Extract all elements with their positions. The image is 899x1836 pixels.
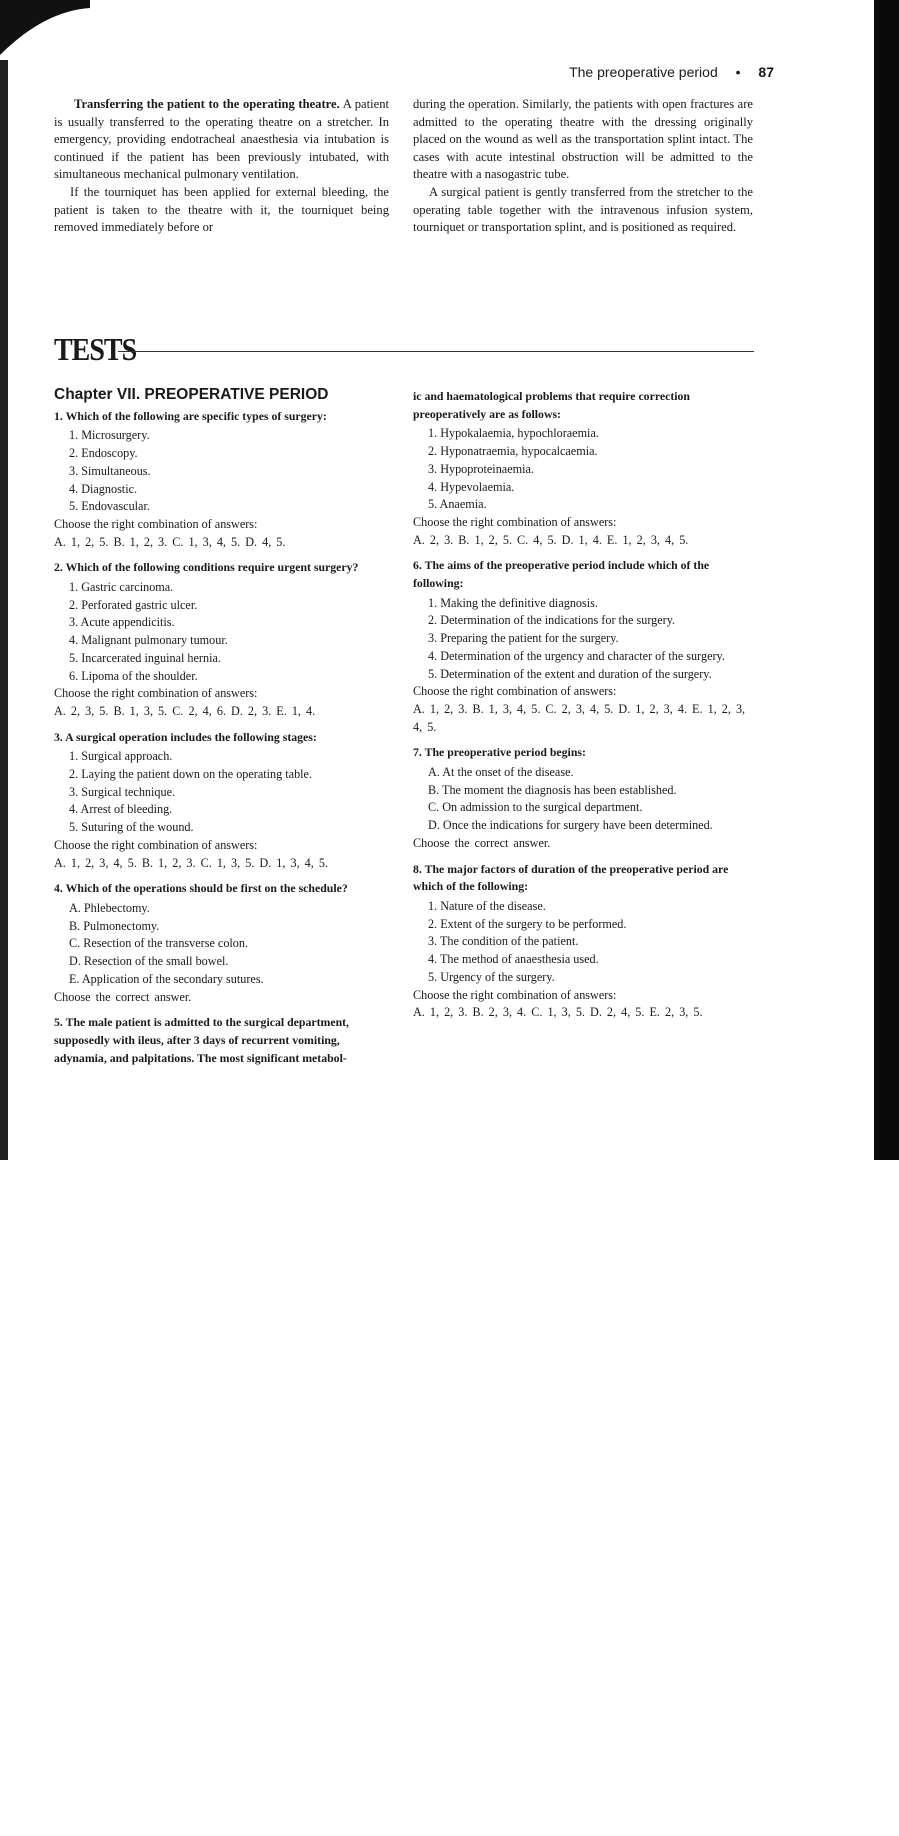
- page-number: 87: [758, 64, 774, 80]
- prose-left-column: [54, 96, 389, 237]
- option-item: 2. Determination of the indications for the surgery.: [428, 613, 676, 628]
- answer-combinations: A. 1, 2, 3. B. 1, 3, 4, 5. C. 2, 3, 4, 5. D. 1, 2, 3, 4. E. 1, 2, 3, 4, 5.: [413, 701, 746, 734]
- choose-instruction: Choose the right combination of answers:: [413, 684, 617, 699]
- choose-instruction: Choose the right combination of answers:: [54, 516, 258, 531]
- question-text: 4. Which of the operations should be first on the schedule?: [54, 881, 348, 896]
- option-list: [54, 900, 389, 989]
- option-item: 1. Hypokalaemia, hypochloraemia.: [428, 426, 599, 441]
- prose-right-column: [413, 96, 753, 237]
- option-item: 2. Endoscopy.: [69, 446, 138, 461]
- question-text-continued: ic and haematological problems that require correction preoperatively are as follows:: [413, 389, 690, 421]
- option-item: 1. Microsurgery.: [69, 428, 150, 443]
- option-item: D. Once the indications for surgery have been determined.: [428, 818, 713, 833]
- option-item: 3. Preparing the patient for the surgery.: [428, 631, 619, 646]
- question-5-continued: [413, 388, 755, 549]
- paragraph-tourniquet: If the tourniquet has been applied for external bleeding, the patient is taken to the theatre with it, the tourniquet being removed immediately before or: [54, 184, 389, 235]
- answer-combinations: A. 1, 2, 3, 4, 5. B. 1, 2, 3. C. 1, 3, 5. D. 1, 3, 4, 5.: [54, 855, 329, 870]
- tests-title: TESTS: [54, 332, 137, 369]
- page-corner-shadow: [0, 0, 90, 60]
- choose-instruction: Choose the right combination of answers:: [413, 514, 617, 529]
- question-text: 2. Which of the following conditions require urgent surgery?: [54, 560, 359, 575]
- option-item: C. Resection of the transverse colon.: [69, 936, 249, 951]
- option-item: 1. Making the definitive diagnosis.: [428, 595, 598, 610]
- option-item: B. Pulmonectomy.: [69, 918, 160, 933]
- option-item: B. The moment the diagnosis has been established.: [428, 782, 677, 797]
- option-item: 4. Hypevolaemia.: [428, 479, 515, 494]
- paragraph-transfer: [54, 96, 389, 184]
- option-item: 6. Lipoma of the shoulder.: [69, 668, 198, 683]
- option-list: [413, 595, 755, 684]
- option-item: 3. Hypoproteinaemia.: [428, 461, 534, 476]
- question-text: 3. A surgical operation includes the following stages:: [54, 729, 317, 744]
- right-scan-edge: [874, 0, 899, 1160]
- option-item: A. At the onset of the disease.: [428, 765, 574, 780]
- question-5-start: [54, 1014, 389, 1067]
- choose-instruction: Choose the correct answer.: [54, 989, 192, 1004]
- option-item: 2. Perforated gastric ulcer.: [69, 597, 198, 612]
- option-list: [54, 579, 389, 685]
- option-item: 5. Urgency of the surgery.: [428, 969, 555, 984]
- option-list: [54, 427, 389, 516]
- tests-section-heading: [54, 332, 754, 369]
- chapter-title: Chapter VII. PREOPERATIVE PERIOD: [54, 386, 329, 403]
- option-item: 1. Gastric carcinoma.: [69, 580, 174, 595]
- question-7: [413, 744, 755, 852]
- tests-divider: [118, 351, 754, 352]
- option-item: 4. Diagnostic.: [69, 481, 138, 496]
- choose-instruction: Choose the correct answer.: [413, 835, 551, 850]
- option-item: C. On admission to the surgical department.: [428, 800, 643, 815]
- option-item: 5. Suturing of the wound.: [69, 820, 194, 835]
- choose-instruction: Choose the right combination of answers:: [54, 686, 258, 701]
- question-6: [413, 557, 755, 736]
- option-list: [54, 748, 389, 837]
- answer-combinations: A. 2, 3. B. 1, 2, 5. C. 4, 5. D. 1, 4. E. 1, 2, 3, 4, 5.: [413, 532, 689, 547]
- question-text: 1. Which of the following are specific types of surgery:: [54, 408, 327, 423]
- option-item: 4. Arrest of bleeding.: [69, 802, 173, 817]
- question-text: 6. The aims of the preoperative period include which of the following:: [413, 558, 710, 591]
- question-text: 8. The major factors of duration of the preoperative period are which of the following:: [413, 861, 729, 894]
- option-list: [413, 898, 755, 987]
- question-8: [413, 861, 755, 1022]
- answer-combinations: A. 2, 3, 5. B. 1, 3, 5. C. 2, 4, 6. D. 2, 3. E. 1, 4.: [54, 703, 316, 718]
- option-item: 3. Simultaneous.: [69, 463, 151, 478]
- header-separator: •: [735, 64, 741, 80]
- option-item: 1. Nature of the disease.: [428, 898, 546, 913]
- option-item: 5. Endovascular.: [69, 499, 150, 514]
- header-title: The preoperative period: [569, 64, 718, 80]
- paragraph-operation: during the operation. Similarly, the patients with open fractures are admitted to the operating theatre with the dressing originally placed on the wound as well as the transportation splint intact. The cases with acute intestinal obstruction will be admitted to the theatre with a nasogastric tube.: [413, 97, 753, 182]
- option-item: D. Resection of the small bowel.: [69, 954, 229, 969]
- answer-combinations: A. 1, 2, 5. B. 1, 2, 3. C. 1, 3, 4, 5. D. 4, 5.: [54, 534, 286, 549]
- option-item: 2. Extent of the surgery to be performed.: [428, 916, 627, 931]
- question-text: 5. The male patient is admitted to the surgical department, supposedly with ileus, after 3 days of recurrent vomiting, adynamia, and palpitations. The most significant metabol-: [54, 1015, 350, 1065]
- option-item: 4. Determination of the urgency and character of the surgery.: [428, 648, 725, 663]
- choose-instruction: Choose the right combination of answers:: [413, 987, 617, 1002]
- paragraph-text: A patient is usually transferred to the operating theatre on a stretcher. In emergency, providing endotracheal anaesthesia via intubation is continued if the patient has been previously intubated, with simultaneous mechanical pulmonary ventilation.: [54, 97, 389, 182]
- question-3: [54, 729, 389, 873]
- answer-combinations: A. 1, 2, 3. B. 2, 3, 4. C. 1, 3, 5. D. 2, 4, 5. E. 2, 3, 5.: [413, 1005, 703, 1020]
- paragraph-lead: Transferring the patient to the operating theatre.: [74, 97, 340, 111]
- option-item: 1. Surgical approach.: [69, 749, 173, 764]
- option-list: [413, 425, 755, 514]
- option-list: [413, 764, 755, 835]
- running-header: [569, 64, 774, 80]
- question-1: [54, 408, 389, 552]
- questions-right-column: [413, 388, 755, 1030]
- option-item: 3. Acute appendicitis.: [69, 615, 175, 630]
- option-item: 2. Hyponatraemia, hypocalcaemia.: [428, 444, 598, 459]
- option-item: E. Application of the secondary sutures.: [69, 971, 264, 986]
- left-scan-edge: [0, 60, 8, 1160]
- choose-instruction: Choose the right combination of answers:: [54, 837, 258, 852]
- option-item: 5. Anaemia.: [428, 497, 487, 512]
- question-2: [54, 559, 389, 720]
- option-item: 2. Laying the patient down on the operating table.: [69, 767, 313, 782]
- paragraph-surgical-patient: A surgical patient is gently transferred from the stretcher to the operating table together with the intravenous infusion system, tourniquet or transportation splint, and is positioned as required.: [413, 184, 753, 235]
- questions-left-column: [54, 386, 389, 1067]
- option-item: A. Phlebectomy.: [69, 900, 150, 915]
- question-text: 7. The preoperative period begins:: [413, 745, 586, 760]
- question-4: [54, 880, 389, 1006]
- option-item: 4. Malignant pulmonary tumour.: [69, 633, 228, 648]
- option-item: 3. The condition of the patient.: [428, 934, 579, 949]
- option-item: 5. Incarcerated inguinal hernia.: [69, 650, 221, 665]
- option-item: 4. The method of anaesthesia used.: [428, 952, 599, 967]
- option-item: 5. Determination of the extent and duration of the surgery.: [428, 666, 712, 681]
- option-item: 3. Surgical technique.: [69, 784, 176, 799]
